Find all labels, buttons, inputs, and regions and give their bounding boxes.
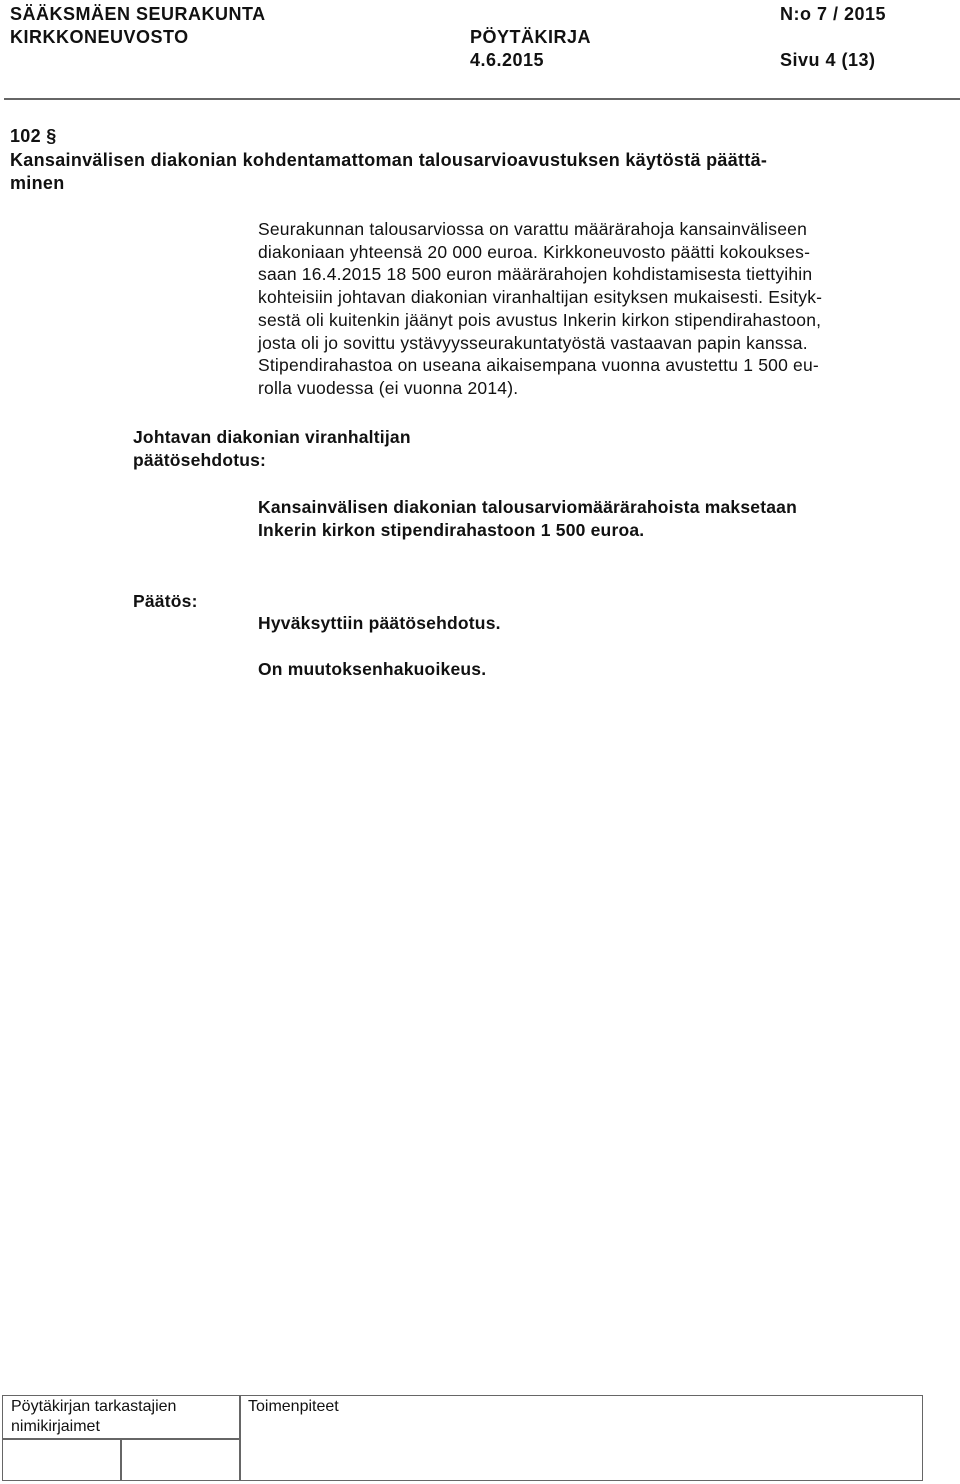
section-title-line: Kansainvälisen diakonian kohdentamattoman talousarvioavustuksen käytöstä päättä- [10, 150, 768, 170]
paragraph-line: saan 16.4.2015 18 500 euron määrärahojen kohdistamisesta tiettyihin [258, 264, 813, 285]
decision-text: Hyväksyttiin päätösehdotus. [258, 613, 501, 633]
proposal-label-line: Johtavan diakonian viranhaltijan [133, 427, 411, 447]
proposal-text-line: Kansainvälisen diakonian talousarviomäärärahoista maksetaan [258, 497, 797, 517]
proposal-label [133, 426, 411, 471]
proposal-label-line: päätösehdotus: [133, 449, 267, 470]
paragraph-line: diakoniaan yhteensä 20 000 euroa. Kirkkoneuvosto päätti kokoukses- [258, 241, 811, 262]
paragraph-line: rolla vuodessa (ei vuonna 2014). [258, 377, 519, 398]
paragraph-line: Stipendirahastoa on useana aikaisempana vuonna avustettu 1 500 eu- [258, 355, 819, 376]
paragraph-line: Seurakunnan talousarviossa on varattu määrärahoja kansainväliseen [258, 219, 808, 239]
paragraph-line: josta oli jo sovittu ystävyysseurakuntatyöstä vastaavan papin kanssa. [258, 332, 808, 353]
organization-name: SÄÄKSMÄEN SEURAKUNTA [10, 4, 266, 24]
initials-cell-1 [2, 1438, 122, 1481]
document-type: PÖYTÄKIRJA [470, 27, 592, 47]
initials-cell-2 [120, 1438, 241, 1481]
section-number: 102 § [10, 126, 57, 146]
appeal-notice: On muutoksenhakuoikeus. [258, 659, 487, 679]
paragraph-line: kohteisiin johtavan diakonian viranhaltijan esityksen mukaisesti. Esityk- [258, 287, 823, 308]
paragraph-line: sestä oli kuitenkin jäänyt pois avustus Inkerin kirkon stipendirahastoon, [258, 309, 822, 330]
initials-label-line: Pöytäkirjan tarkastajien [11, 1398, 177, 1415]
section-title-line: minen [10, 173, 65, 193]
minutes-number: N:o 7 / 2015 [780, 4, 887, 24]
description-paragraph [258, 218, 822, 400]
page-number: Sivu 4 (13) [780, 50, 876, 70]
initials-label-cell [2, 1395, 241, 1440]
actions-cell [239, 1395, 923, 1481]
actions-label: Toimenpiteet [248, 1398, 339, 1415]
header-divider [4, 98, 960, 100]
proposal-text [258, 496, 797, 541]
meeting-date: 4.6.2015 [470, 50, 545, 70]
proposal-text-line: Inkerin kirkon stipendirahastoon 1 500 euroa. [258, 519, 645, 540]
council-name: KIRKKONEUVOSTO [10, 27, 189, 47]
initials-label-line: nimikirjaimet [11, 1418, 100, 1435]
decision-label: Päätös: [133, 591, 198, 611]
